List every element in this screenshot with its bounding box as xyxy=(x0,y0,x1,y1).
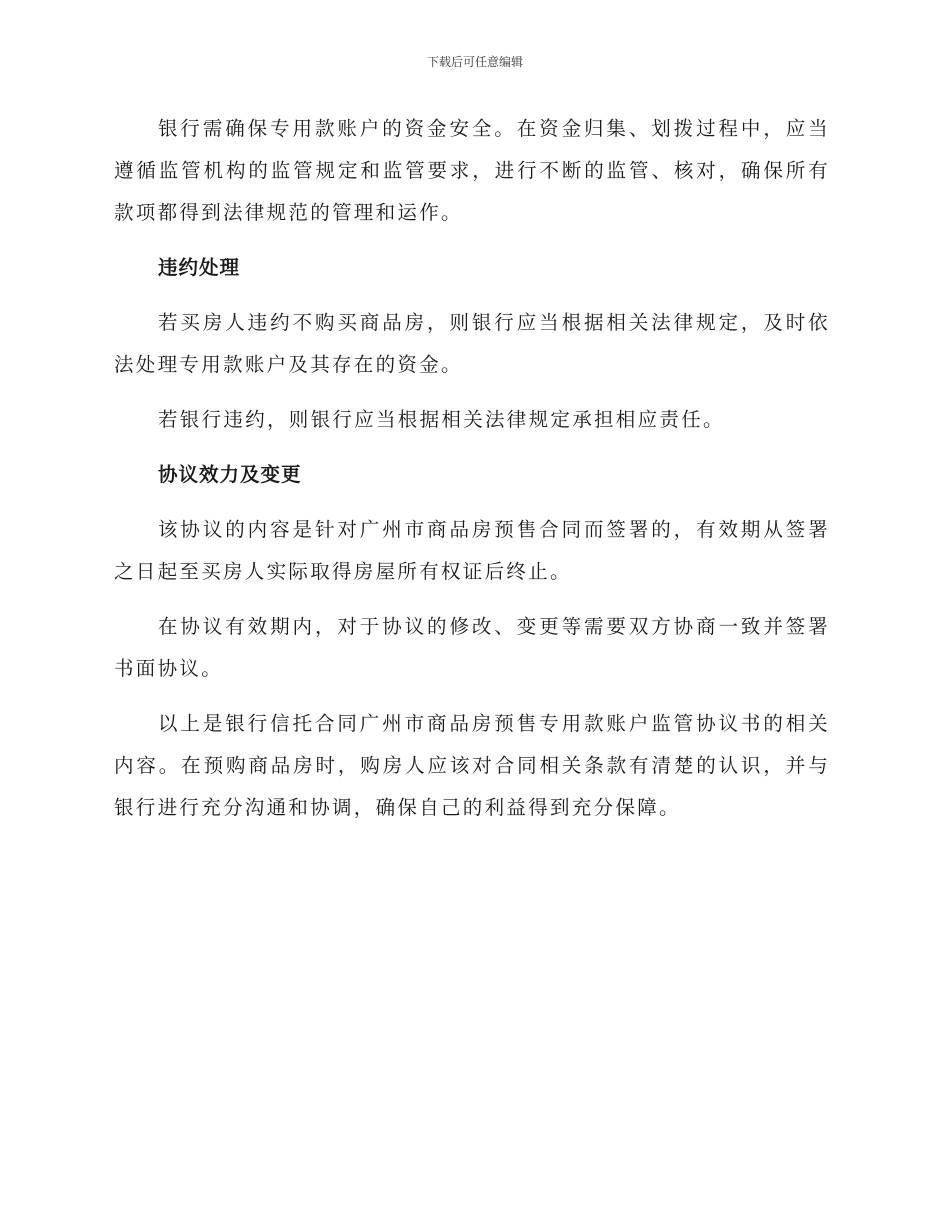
paragraph-fund-safety: 银行需确保专用款账户的资金安全。在资金归集、划拨过程中，应当遵循监管机构的监管规定和监管要求，进行不断的监管、核对，确保所有款项都得到法律规范的管理和运作。 xyxy=(114,117,830,224)
paragraph-conclusion: 以上是银行信托合同广州市商品房预售专用款账户监管协议书的相关内容。在预购商品房时，购房人应该对合同相关条款有清楚的认识，并与银行进行充分沟通和协调，确保自己的利益得到充分保障。 xyxy=(114,712,830,819)
paragraph-amendments: 在协议有效期内，对于协议的修改、变更等需要双方协商一致并签署书面协议。 xyxy=(114,615,830,680)
document-body xyxy=(114,108,830,842)
paragraph-validity-period: 该协议的内容是针对广州市商品房预售合同而签署的，有效期从签署之日起至买房人实际取得房屋所有权证后终止。 xyxy=(114,518,830,583)
heading-agreement-validity: 协议效力及变更 xyxy=(158,463,302,486)
paragraph-bank-breach: 若银行违约，则银行应当根据相关法律规定承担相应责任。 xyxy=(158,408,725,431)
paragraph-buyer-breach: 若买房人违约不购买商品房，则银行应当根据相关法律规定，及时依法处理专用款账户及其存在的资金。 xyxy=(114,311,830,376)
heading-breach-handling: 违约处理 xyxy=(158,256,241,279)
page-header: 下载后可任意编辑 xyxy=(426,55,523,69)
